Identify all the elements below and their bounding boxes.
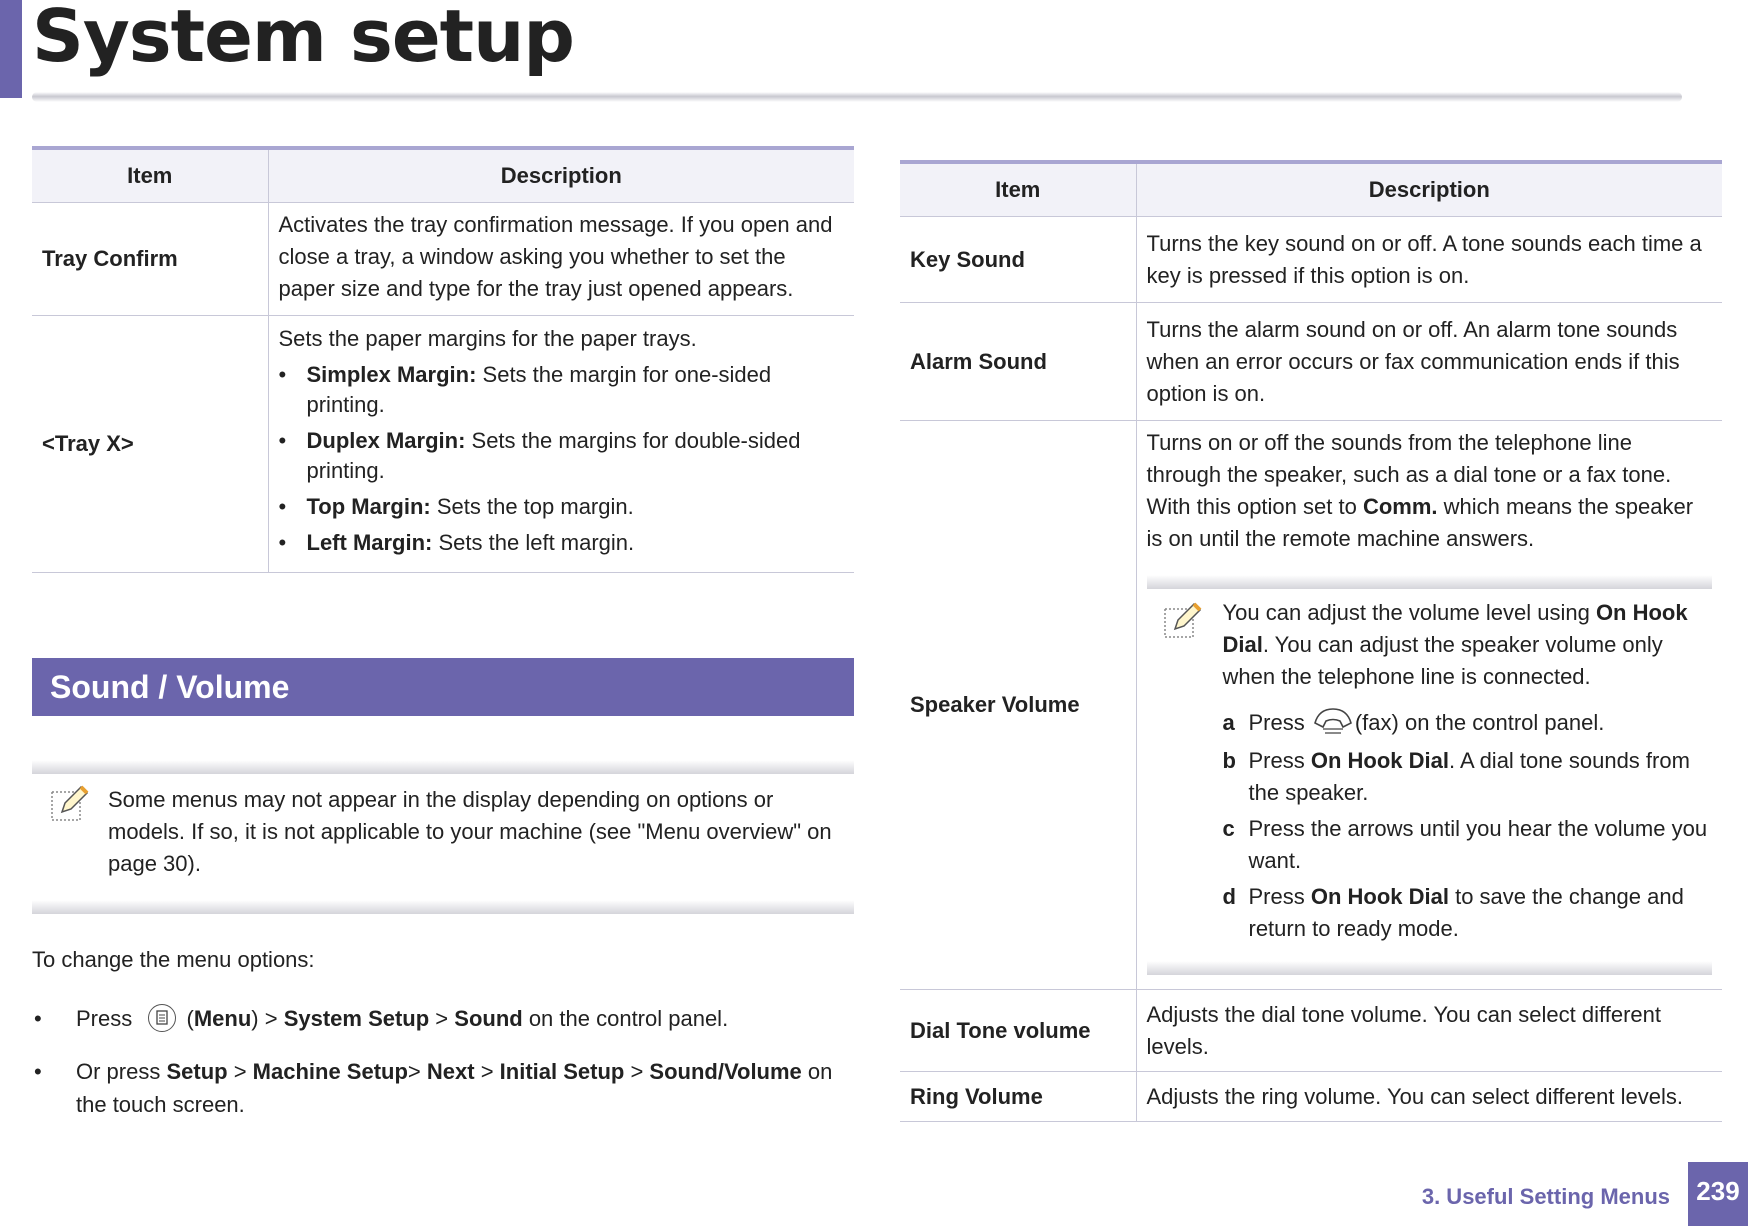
table-row [900,217,1722,303]
list-item: • Duplex Margin: Sets the margins for double-sided printing. [278,428,801,483]
list-item: d Press On Hook Dial to save the change and return to ready mode. [1222,884,1684,942]
table-row [32,203,854,316]
table-row [900,1072,1722,1122]
item-cell: Key Sound [900,217,1136,303]
page-number: 239 [1688,1162,1748,1226]
description-cell: Activates the tray confirmation message. If you open and close a tray, a window asking you whether to set the paper size and type for the tray just opened appears. [268,203,854,316]
table-row [900,990,1722,1072]
tray-settings-table [32,146,854,573]
table-row [900,303,1722,421]
table-header-row [900,162,1722,217]
list-item: • Left Margin: Sets the left margin. [278,530,635,555]
list-item: • Or press Setup > Machine Setup> Next > Initial Setup > Sound/Volume on the touch screen. [34,1059,833,1117]
sound-volume-table [900,160,1722,1122]
list-item: c Press the arrows until you hear the volume you want. [1222,816,1708,874]
description-cell: Adjusts the dial tone volume. You can select different levels. [1136,990,1722,1072]
column-header-item: Item [900,162,1136,217]
section-title: Sound / Volume [50,669,290,705]
description-cell: Adjusts the ring volume. You can select different levels. [1136,1072,1722,1122]
menu-key-icon [148,1004,176,1032]
speaker-description: Turns on or off the sounds from the telephone line through the speaker, such as a dial tone or a fax tone. With this option set to Comm. which means the speaker is on until the remote machine answers. [1146,430,1694,551]
description-cell: Turns the key sound on or off. A tone sounds each time a key is pressed if this option is on. [1136,217,1722,303]
chapter-label: 3. Useful Setting Menus [1421,1184,1670,1209]
item-cell: <Tray X> [32,316,268,573]
table-header-row [32,148,854,203]
note-text: You can adjust the volume level using On Hook Dial. You can adjust the speaker volume only when the telephone line is connected. a Press (fax) on the control panel. b Press On Hook Dial. A dial tone sounds from the speaker. c Press the arrows until you hear the volume you want. d Press On Hook Dial to save the change and return to ready mode. [1223,597,1713,945]
fax-icon [1311,703,1355,737]
note-pencil-icon [46,782,90,826]
intro-text: To change the menu options: [32,947,315,972]
list-item: • Press (Menu) > System Setup > Sound on the control panel. [34,1006,729,1031]
list-item: b Press On Hook Dial. A dial tone sounds from the speaker. [1222,748,1690,806]
list-item: • Simplex Margin: Sets the margin for one-sided printing. [278,362,772,417]
list-item: a Press (fax) on the control panel. [1223,707,1713,741]
table-row [900,421,1722,990]
list-item: • Top Margin: Sets the top margin. [278,494,634,519]
title-accent-bar [0,0,22,98]
note-pencil-icon [1159,599,1203,643]
table-row [32,316,854,573]
title-divider [32,92,1682,102]
steps-list [32,1002,854,1141]
page-title: System setup [32,0,574,78]
item-cell: Alarm Sound [900,303,1136,421]
item-cell: Ring Volume [900,1072,1136,1122]
note-box [32,760,854,914]
description-cell [1136,421,1722,990]
column-header-description: Description [1136,162,1722,217]
description-cell: Turns the alarm sound on or off. An alarm tone sounds when an error occurs or fax communication ends if this option is on. [1136,303,1722,421]
item-cell: Dial Tone volume [900,990,1136,1072]
column-header-item: Item [32,148,268,203]
description-cell [268,316,854,573]
description-intro: Sets the paper margins for the paper trays. [278,326,697,351]
item-cell: Tray Confirm [32,203,268,316]
section-header-sound-volume [32,658,854,716]
note-box [1147,575,1713,975]
column-header-description: Description [268,148,854,203]
item-cell: Speaker Volume [900,421,1136,990]
note-text: Some menus may not appear in the display depending on options or models. If so, it is not applicable to your machine (see "Menu overview" on page 30). [108,787,832,876]
